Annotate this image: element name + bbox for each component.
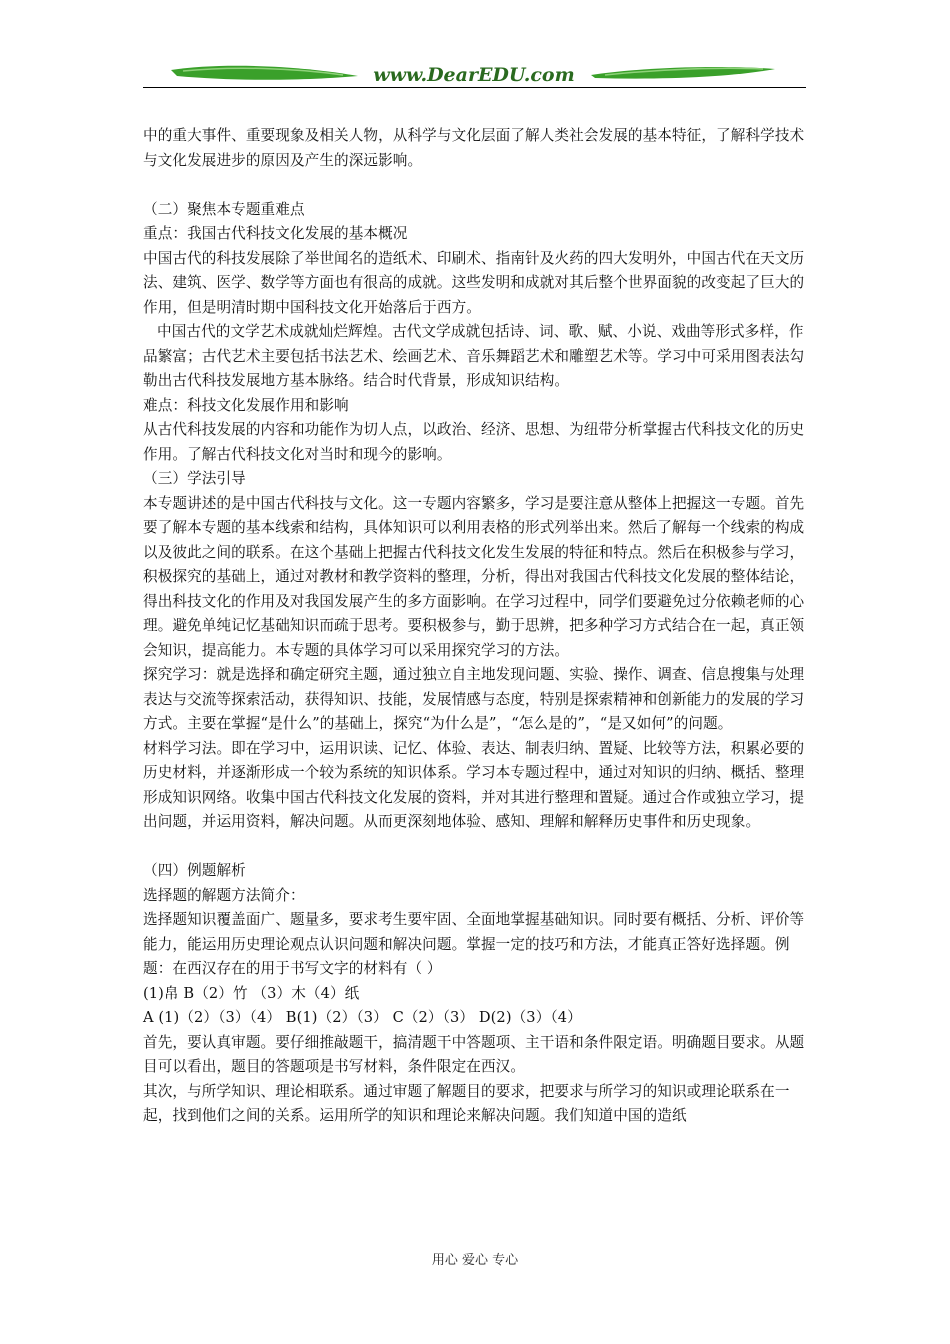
paragraph: 探究学习：就是选择和确定研究主题，通过独立自主地发现问题、实验、操作、调查、信息搜集与处理表达与交流等探索活动，获得知识、技能，发展情感与态度，特别是探索精神和创新能力的发展的学习方式。主要在掌握“是什么”的基础上，探究“为什么是”，“怎么是的”，“是又如何”的问题。 (143, 666, 805, 732)
paragraph: 选择题知识覆盖面广、题量多，要求考生要牢固、全面地掌握基础知识。同时要有概括、分析、评价等能力，能运用历史理论观点认识问题和解决问题。掌握一定的技巧和方法，才能真正答好选择题。例题：在西汉存在的用于书写文字的材料有（ ） (143, 911, 805, 977)
paragraph: 材料学习法。即在学习中，运用识读、记忆、体验、表达、制表归纳、置疑、比较等方法，积累必要的历史材料，并逐渐形成一个较为系统的知识体系。学习本专题过程中，通过对知识的归纳、概括、整理形成知识网络。收集中国古代科技文化发展的资料，并对其进行整理和置疑。通过合作或独立学习，提出问题，并运用资料，解决问题。从而更深刻地体验、感知、理解和解释历史事件和历史现象。 (143, 739, 805, 830)
paragraph: 从古代科技发展的内容和功能作为切人点，以政治、经济、思想、为纽带分析掌握古代科技文化的历史作用。了解古代科技文化对当时和现今的影响。 (143, 421, 805, 463)
paragraph: 本专题讲述的是中国古代科技与文化。这一专题内容繁多，学习是要注意从整体上把握这一专题。首先要了解本专题的基本线索和结构，具体知识可以利用表格的形式列举出来。然后了解每一个线索的构成以及彼此之间的联系。在这个基础上把握古代科技文化发生发展的特征和特点。然后在积极参与学习，积极探究的基础上，通过对教材和教学资料的整理，分析，得出对我国古代科技文化发展的整体结论，得出科技文化的作用及对我国发展产生的多方面影响。在学习过程中，同学们要避免过分依赖老师的心理。避免单纯记忆基础知识而疏于思考。要积极参与，勤于思辨，把多种学习方式结合在一起，真正领会知识，提高能力。本专题的具体学习可以采用探究学习的方法。 (143, 494, 805, 659)
section-heading: （二）聚焦本专题重难点 (143, 200, 305, 218)
paragraph: 中国古代的科技发展除了举世闻名的造纸术、印刷术、指南针及火药的四大发明外，中国古代在天文历法、建筑、医学、数学等方面也有很高的成就。这些发明和成就对其后整个世界面貌的改变起了巨大的作用，但是明清时期中国科技文化开始落后于西方。 (143, 249, 805, 316)
site-logo (143, 56, 806, 90)
section-heading: （三）学法引导 (143, 470, 246, 487)
paragraph-gap (143, 173, 811, 198)
logo-text: www.DearEDU.com (373, 64, 575, 86)
paragraph: 首先，要认真审题。要仔细推敲题干，搞清题干中答题项、主干语和条件限定语。明确题目要求。从题目可以看出，题目的答题项是书写材料，条件限定在西汉。 (143, 1033, 805, 1075)
key-point-heading: 重点：我国古代科技文化发展的基本概况 (143, 225, 408, 242)
paragraph: 选择题的解题方法简介： (143, 886, 305, 904)
paragraph: 其次，与所学知识、理论相联系。通过审题了解题目的要求，把要求与所学习的知识或理论联系在一起，找到他们之间的关系。运用所学的知识和理论来解决问题。我们知道中国的造纸 (143, 1082, 790, 1124)
difficulty-heading: 难点：科技文化发展作用和影响 (143, 396, 349, 414)
site-logo-banner (143, 56, 806, 90)
paragraph: 中国古代的文学艺术成就灿烂辉煌。古代文学成就包括诗、词、歌、赋、小说、戏曲等形式多样，作品繁富；古代艺术主要包括书法艺术、绘画艺术、音乐舞蹈艺术和雕塑艺术等。学习中可采用图表法勾勒出古代科技发展地方基本脉络。结合时代背景，形成知识结构。 (143, 323, 805, 389)
header-rule (143, 87, 806, 88)
question-options: A (1)（2）（3）（4） B(1)（2）（3） C（2）（3） D(2)（3）（4） (143, 1009, 582, 1026)
document-body (143, 124, 811, 1129)
section-heading: （四）例题解析 (143, 862, 246, 879)
page-footer: 用心 爱心 专心 (431, 1253, 519, 1268)
question-items: (1)帛 B（2）竹 （3）木（4）纸 (143, 984, 360, 1002)
paragraph: 中的重大事件、重要现象及相关人物，从科学与文化层面了解人类社会发展的基本特征，了解科学技术与文化发展进步的原因及产生的深远影响。 (143, 127, 805, 169)
paragraph-gap (143, 835, 811, 860)
